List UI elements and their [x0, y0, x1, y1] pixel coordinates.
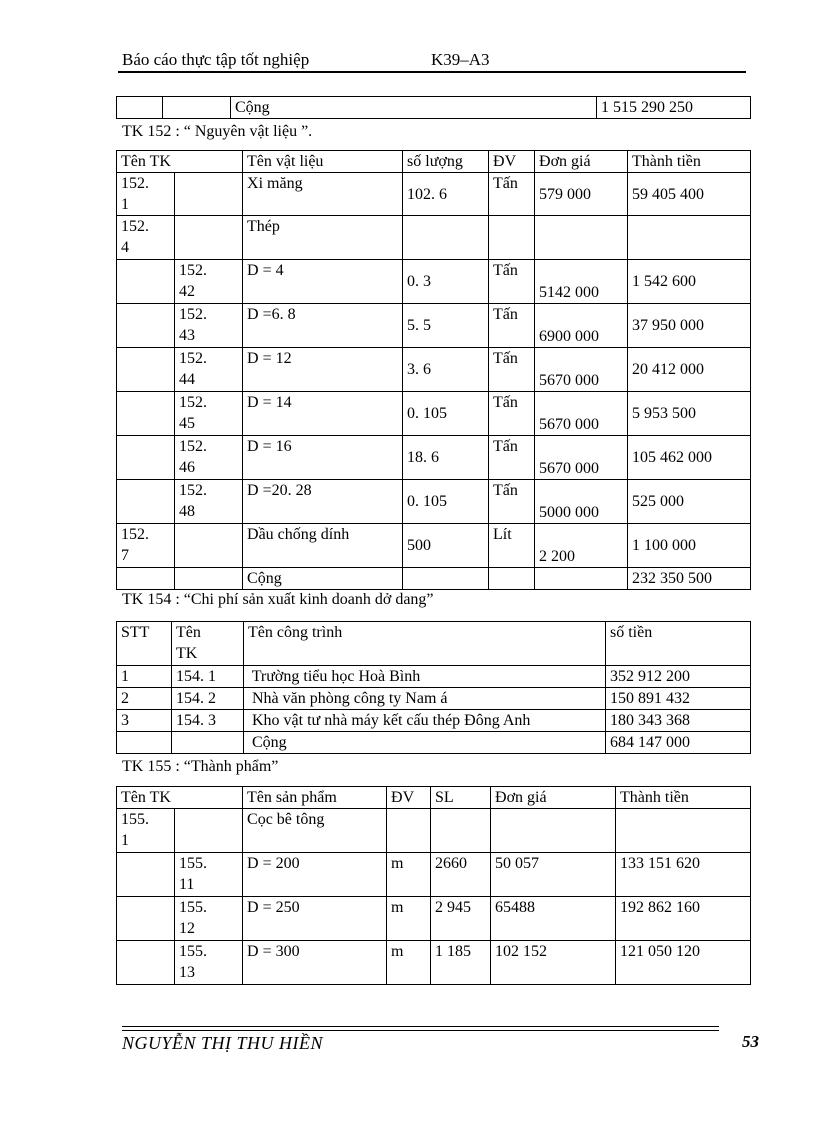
amount: 150 891 432: [606, 688, 751, 710]
tk154-table: [116, 621, 751, 754]
amount: 59 405 400: [628, 173, 751, 216]
table-row: [117, 480, 751, 524]
sub-account-code: [175, 809, 243, 853]
quantity: 0. 105: [403, 480, 489, 524]
unit: m: [387, 853, 431, 897]
unit-price: 5000 000: [535, 480, 628, 524]
project-name: Trường tiểu học Hoà Bình: [244, 666, 606, 688]
amount: 352 912 200: [606, 666, 751, 688]
amount: 20 412 000: [628, 348, 751, 392]
account-code: [117, 480, 175, 524]
account-code: [117, 436, 175, 480]
tk152-table: [116, 150, 751, 590]
amount: 5 953 500: [628, 392, 751, 436]
amount: 37 950 000: [628, 304, 751, 348]
account-code: [117, 897, 175, 941]
tk152-caption: TK 152 : “ Nguyên vật liệu ”.: [122, 123, 313, 140]
unit-price: 6900 000: [535, 304, 628, 348]
unit-price: 2 200: [535, 524, 628, 568]
quantity: 102. 6: [403, 173, 489, 216]
col-header-account: Tên TK: [117, 787, 243, 809]
col-header-unit-price: Đơn giá: [535, 151, 628, 173]
table-row: [117, 260, 751, 304]
unit: Tấn: [489, 304, 535, 348]
account-code: [117, 348, 175, 392]
header-rule: [118, 71, 746, 73]
table-row: [117, 809, 751, 853]
previous-table-total-row: [116, 96, 751, 119]
material-name: D = 14: [243, 392, 403, 436]
total-row: [117, 568, 751, 590]
product-name: D = 300: [243, 941, 387, 985]
unit-price: 5670 000: [535, 392, 628, 436]
table-row: [117, 216, 751, 260]
table-row: [117, 853, 751, 897]
table-row: [117, 688, 751, 710]
product-name: Cọc bê tông: [243, 809, 387, 853]
col-header-quantity: số lượng: [403, 151, 489, 173]
material-name: Thép: [243, 216, 403, 260]
account-code: 152. 4: [117, 216, 175, 260]
table-row: [117, 897, 751, 941]
sub-account-code: 152. 45: [175, 392, 243, 436]
quantity: 2 945: [431, 897, 491, 941]
unit: [387, 809, 431, 853]
unit-price: 50 057: [491, 853, 616, 897]
account-code: 155. 1: [117, 809, 175, 853]
unit: Tấn: [489, 480, 535, 524]
col-header-unit: ĐV: [489, 151, 535, 173]
sub-account-code: 152. 43: [175, 304, 243, 348]
header-class: K39–A3: [431, 50, 490, 69]
unit-price: 5670 000: [535, 436, 628, 480]
quantity: 5. 5: [403, 304, 489, 348]
material-name: D =20. 28: [243, 480, 403, 524]
col-header-unit-price: Đơn giá: [491, 787, 616, 809]
footer-author: NGUYỄN THỊ THU HIỀN: [122, 1033, 324, 1053]
material-name: Xi măng: [243, 173, 403, 216]
tk154-caption: TK 154 : “Chi phí sản xuất kinh doanh dở dang”: [122, 591, 434, 608]
sub-account-code: 152. 48: [175, 480, 243, 524]
tk155-table: [116, 786, 751, 985]
unit: Tấn: [489, 260, 535, 304]
account-code: [117, 941, 175, 985]
sub-account-code: 155. 12: [175, 897, 243, 941]
sub-account-code: [175, 216, 243, 260]
unit: [489, 216, 535, 260]
table-row: [117, 436, 751, 480]
header-title: Báo cáo thực tập tốt nghiệp: [122, 50, 310, 69]
col-header-account: Tên TK: [117, 151, 243, 173]
table-row: [117, 348, 751, 392]
account-code: [117, 853, 175, 897]
table-row: [117, 941, 751, 985]
amount: 1 100 000: [628, 524, 751, 568]
account-code: 152. 7: [117, 524, 175, 568]
sub-account-code: 152. 46: [175, 436, 243, 480]
row-number: 2: [117, 688, 172, 710]
row-number: 3: [117, 710, 172, 732]
col-header-amount: số tiền: [606, 622, 751, 666]
footer-rule: [122, 1030, 719, 1031]
account-code: 154. 2: [172, 688, 244, 710]
col-header-amount: Thành tiền: [616, 787, 751, 809]
col-header-stt: STT: [117, 622, 172, 666]
unit: Tấn: [489, 173, 535, 216]
tk152-header-row: [117, 151, 751, 173]
material-name: D = 12: [243, 348, 403, 392]
unit: m: [387, 941, 431, 985]
amount: [616, 809, 751, 853]
quantity: 500: [403, 524, 489, 568]
account-code: 154. 1: [172, 666, 244, 688]
quantity: 3. 6: [403, 348, 489, 392]
unit-price: 579 000: [535, 173, 628, 216]
table-row: [117, 392, 751, 436]
unit-price: [491, 809, 616, 853]
quantity: [403, 216, 489, 260]
col-header-amount: Thành tiền: [628, 151, 751, 173]
product-name: D = 250: [243, 897, 387, 941]
unit: Tấn: [489, 392, 535, 436]
account-code: [117, 260, 175, 304]
total-row: [117, 732, 751, 754]
account-code: [117, 392, 175, 436]
unit: Lít: [489, 524, 535, 568]
col-header-unit: ĐV: [387, 787, 431, 809]
sub-account-code: 155. 13: [175, 941, 243, 985]
product-name: D = 200: [243, 853, 387, 897]
material-name: D = 16: [243, 436, 403, 480]
col-header-material: Tên vật liệu: [243, 151, 403, 173]
amount: 525 000: [628, 480, 751, 524]
sub-account-code: [175, 524, 243, 568]
quantity: 0. 3: [403, 260, 489, 304]
sub-account-code: 152. 44: [175, 348, 243, 392]
unit: Tấn: [489, 348, 535, 392]
col-header-project: Tên công trình: [244, 622, 606, 666]
total-amount: 684 147 000: [606, 732, 751, 754]
material-name: D =6. 8: [243, 304, 403, 348]
total-label: Cộng: [231, 97, 597, 119]
amount: 180 343 368: [606, 710, 751, 732]
material-name: Dầu chống dính: [243, 524, 403, 568]
account-code: 152. 1: [117, 173, 175, 216]
sub-account-code: 155. 11: [175, 853, 243, 897]
tk154-header-row: [117, 622, 751, 666]
amount: 105 462 000: [628, 436, 751, 480]
unit-price: 5142 000: [535, 260, 628, 304]
quantity: [431, 809, 491, 853]
amount: [628, 216, 751, 260]
sub-account-code: 152. 42: [175, 260, 243, 304]
total-label: Cộng: [244, 732, 606, 754]
footer-rule: [122, 1026, 719, 1027]
total-amount: 232 350 500: [628, 568, 751, 590]
unit-price: 5670 000: [535, 348, 628, 392]
sub-account-code: [175, 173, 243, 216]
amount: 121 050 120: [616, 941, 751, 985]
total-label: Cộng: [243, 568, 403, 590]
page-number: 53: [742, 1032, 759, 1051]
quantity: 2660: [431, 853, 491, 897]
col-header-product: Tên sản phẩm: [243, 787, 387, 809]
table-row: [117, 666, 751, 688]
tk155-caption: TK 155 : “Thành phẩm”: [122, 758, 279, 775]
unit-price: [535, 216, 628, 260]
amount: 1 542 600: [628, 260, 751, 304]
total-amount: 1 515 290 250: [597, 97, 751, 119]
project-name: Kho vật tư nhà máy kết cấu thép Đông Anh: [244, 710, 606, 732]
quantity: 18. 6: [403, 436, 489, 480]
table-row: [117, 173, 751, 216]
col-header-quantity: SL: [431, 787, 491, 809]
material-name: D = 4: [243, 260, 403, 304]
unit: m: [387, 897, 431, 941]
amount: 133 151 620: [616, 853, 751, 897]
row-number: 1: [117, 666, 172, 688]
tk155-header-row: [117, 787, 751, 809]
table-row: [117, 304, 751, 348]
table-row: [117, 710, 751, 732]
account-code: [117, 304, 175, 348]
amount: 192 862 160: [616, 897, 751, 941]
project-name: Nhà văn phòng công ty Nam á: [244, 688, 606, 710]
unit-price: 65488: [491, 897, 616, 941]
table-row: [117, 524, 751, 568]
unit: Tấn: [489, 436, 535, 480]
quantity: 1 185: [431, 941, 491, 985]
account-code: 154. 3: [172, 710, 244, 732]
quantity: 0. 105: [403, 392, 489, 436]
col-header-account: Tên TK: [172, 622, 244, 666]
unit-price: 102 152: [491, 941, 616, 985]
